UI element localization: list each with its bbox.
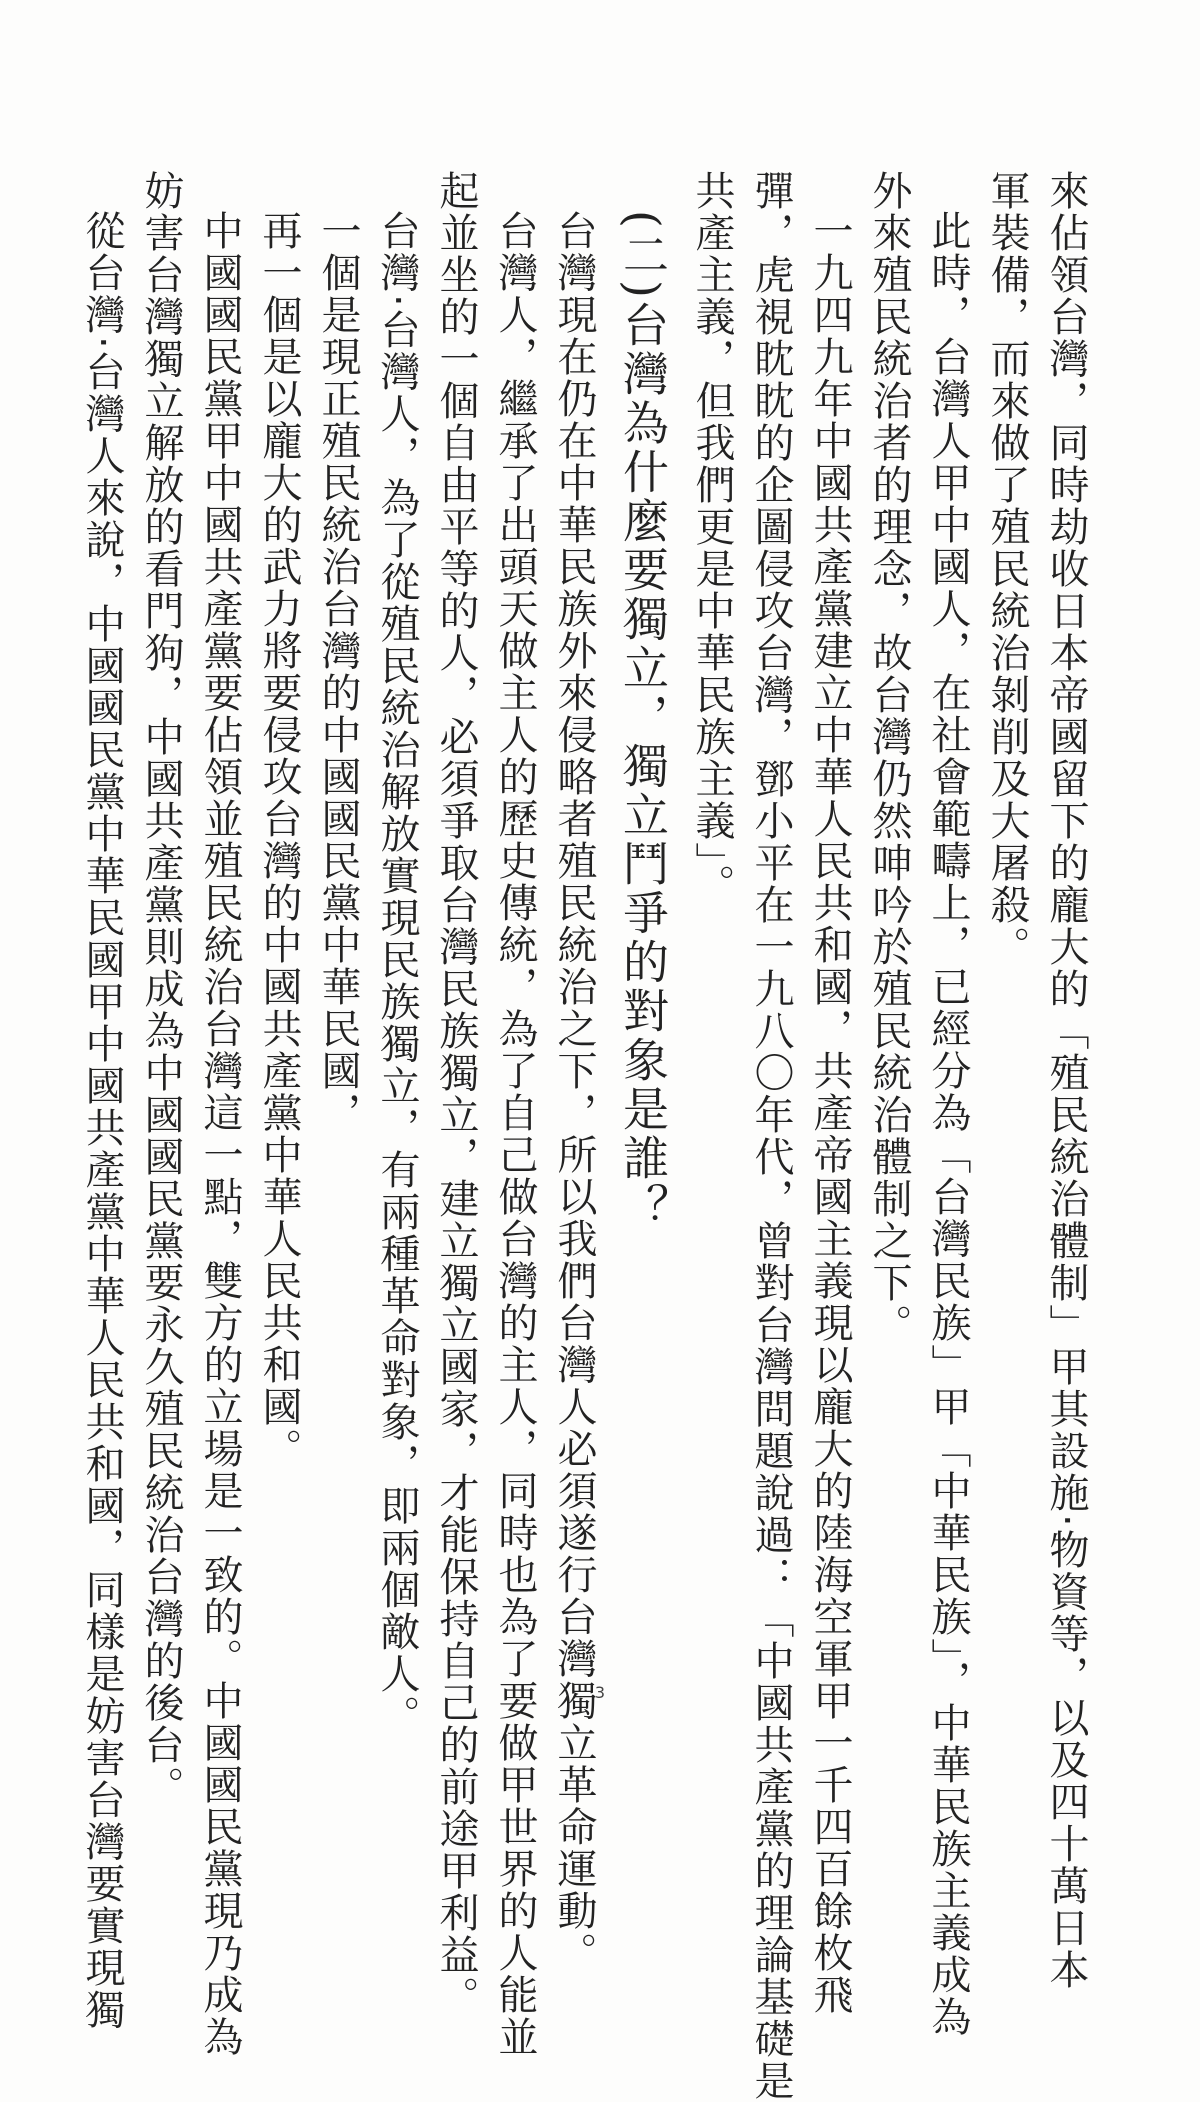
text-line: 一個是現正殖民統治台灣的中國國民黨中華民國， [315, 210, 361, 1134]
page-number: 3 [594, 1683, 606, 1702]
text-line: 來佔領台灣，同時劫收日本帝國留下的龐大的「殖民統治體制」甲其設施‧物資等，以及四十萬日本 [1043, 170, 1089, 1991]
section-heading: (二)台灣為什麼要獨立，獨立鬥爭的對象是誰？ [616, 210, 670, 1232]
text-line: 再一個是以龐大的武力將要侵攻台灣的中國共產黨中華人民共和國。 [256, 210, 302, 1470]
text-line: 此時，台灣人甲中國人，在社會範疇上，已經分為「台灣民族」甲「中華民族」，中華民族主義成為 [925, 210, 971, 2038]
text-line: 從台灣‧台灣人來說，中國國民黨中華民國甲中國共產黨中華人民共和國，同樣是妨害台灣要實現獨 [79, 210, 125, 2031]
text-line: 彈，虎視眈眈的企圖侵攻台灣，鄧小平在一九八〇年代，曾對台灣問題說過：「中國共產黨的理論基礎是 [748, 170, 794, 2102]
text-line: 妨害台灣獨立解放的看門狗，中國共產黨則成為中國國民黨要永久殖民統治台灣的後台。 [138, 170, 184, 1808]
text-line: 軍裝備，而來做了殖民統治剝削及大屠殺。 [984, 170, 1030, 968]
text-line: 一九四九年中國共產黨建立中華人民共和國，共產帝國主義現以龐大的陸海空軍甲一千四百餘枚飛 [807, 210, 853, 2016]
text-line: 起並坐的一個自由平等的人，必須爭取台灣民族獨立，建立獨立國家，才能保持自己的前途甲利益。 [433, 170, 479, 2018]
vertical-text-body [72, 170, 1095, 2102]
text-line: 共產主義，但我們更是中華民族主義」。 [689, 170, 735, 906]
text-line: 台灣現在仍在中華民族外來侵略者殖民統治之下，所以我們台灣人必須遂行台灣獨立革命運動。 [551, 210, 597, 1974]
text-line: 中國國民黨甲中國共產黨要佔領並殖民統治台灣這一點，雙方的立場是一致的。中國國民黨現乃成為 [197, 210, 243, 2058]
text-line: 台灣‧台灣人，為了從殖民統治解放實現民族獨立，有兩種革命對象，即兩個敵人。 [374, 210, 420, 1737]
text-line: 台灣人，繼承了出頭天做主人的歷史傳統，為了自己做台灣的主人，同時也為了要做甲世界的人能並 [492, 210, 538, 2058]
text-line: 外來殖民統治者的理念，故台灣仍然呻吟於殖民統治體制之下。 [866, 170, 912, 1346]
